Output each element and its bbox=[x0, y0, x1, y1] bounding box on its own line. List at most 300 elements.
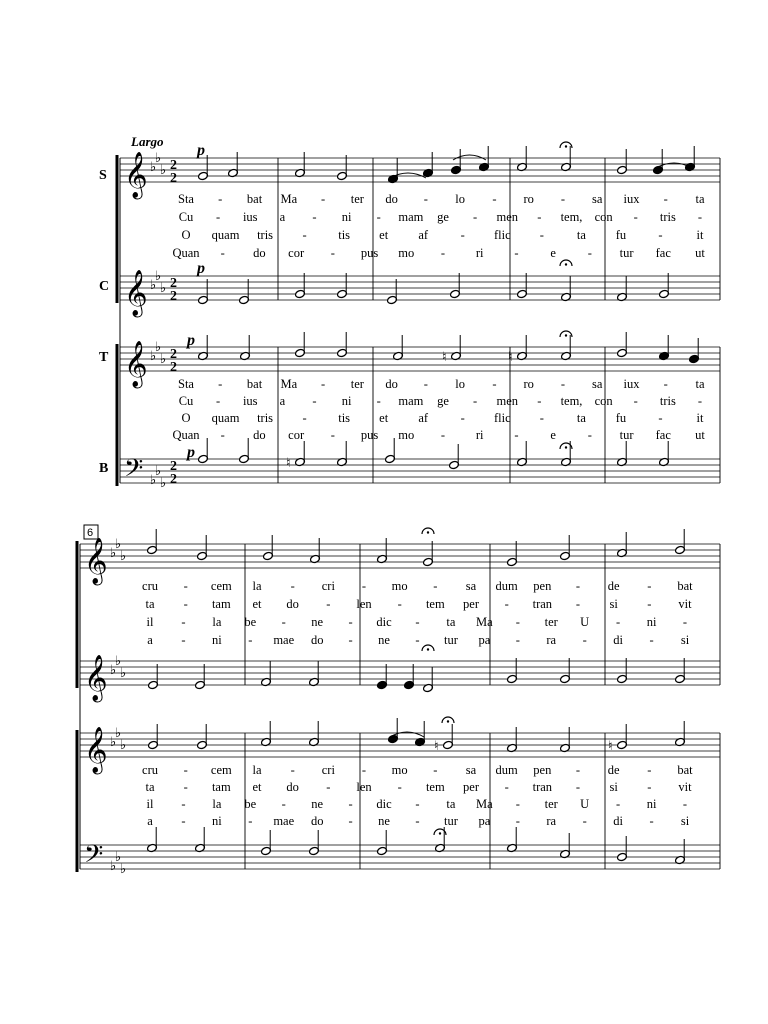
lyric-syllable: bat bbox=[677, 579, 693, 593]
lyric-syllable: pus bbox=[360, 428, 379, 442]
dynamic-tenor: p bbox=[187, 332, 195, 349]
lyric-syllable: fac bbox=[655, 246, 671, 260]
flat-sign: ♭ bbox=[110, 546, 117, 561]
lyric-syllable: - bbox=[504, 780, 509, 794]
lyric-syllable: - bbox=[697, 394, 703, 408]
lyric-syllable: - bbox=[582, 814, 587, 828]
lyric-syllable: la bbox=[252, 763, 262, 777]
lyric-syllable: - bbox=[320, 377, 326, 391]
lyric-syllable: cru bbox=[142, 579, 158, 593]
lyric-syllable: il bbox=[146, 615, 154, 629]
lyric-syllable: mam bbox=[398, 394, 424, 408]
lyric-syllable: - bbox=[376, 210, 381, 224]
lyric-syllable: ta bbox=[695, 192, 705, 206]
lyric-syllable: men bbox=[496, 394, 519, 408]
treble-clef-icon: 𝄞 bbox=[124, 152, 148, 198]
lyric-syllable: tur bbox=[443, 814, 458, 828]
lyric-syllable: ni bbox=[646, 797, 657, 811]
lyric-syllable: - bbox=[616, 615, 621, 629]
lyric-syllable: ro bbox=[523, 377, 534, 391]
lyric-syllable: de bbox=[607, 763, 620, 777]
treble-clef-icon: 𝄞 bbox=[84, 655, 108, 701]
lyric-syllable: si bbox=[680, 633, 690, 647]
lyric-syllable: bat bbox=[246, 192, 263, 206]
treble-clef-8-icon: 𝄞 bbox=[84, 727, 108, 773]
lyric-syllable: do bbox=[385, 192, 398, 206]
lyric-syllable: - bbox=[633, 394, 638, 408]
lyric-syllable: la bbox=[252, 579, 262, 593]
lyric-syllable: - bbox=[616, 797, 621, 811]
fermata-dot bbox=[565, 446, 567, 448]
lyric-syllable: - bbox=[473, 210, 478, 224]
lyric-syllable: Ma bbox=[280, 377, 298, 391]
lyric-syllable: ut bbox=[695, 428, 705, 442]
lyric-syllable: - bbox=[216, 394, 221, 408]
lyric-syllable: ni bbox=[212, 814, 222, 828]
flat-sign: ♭ bbox=[155, 151, 162, 166]
lyric-syllable: ta bbox=[576, 411, 586, 425]
flat-sign: ♭ bbox=[150, 160, 157, 175]
fermata-dot bbox=[427, 648, 429, 650]
lyric-syllable: - bbox=[218, 192, 223, 206]
lyric-syllable: af bbox=[418, 411, 429, 425]
lyric-syllable: do bbox=[286, 780, 299, 794]
lyric-syllable: dic bbox=[376, 615, 392, 629]
lyric-syllable: - bbox=[658, 228, 663, 242]
lyric-syllable: ni bbox=[646, 615, 657, 629]
lyric-syllable: ter bbox=[544, 615, 558, 629]
lyric-syllable: - bbox=[397, 597, 402, 611]
lyric-syllable: - bbox=[330, 428, 335, 442]
lyric-syllable: tem, bbox=[560, 394, 583, 408]
notation-layer bbox=[77, 142, 720, 877]
lyric-syllable: - bbox=[539, 228, 544, 242]
lyric-syllable: - bbox=[647, 579, 652, 593]
lyric-syllable: - bbox=[440, 246, 446, 260]
bass-clef-icon: 𝄢 bbox=[84, 840, 104, 875]
lyric-syllable: et bbox=[252, 597, 262, 611]
lyric-syllable: per bbox=[463, 597, 479, 611]
natural-sign: ♮ bbox=[608, 739, 613, 754]
lyric-syllable: - bbox=[348, 633, 353, 647]
lyric-syllable: - bbox=[663, 377, 668, 391]
lyric-syllable: ri bbox=[475, 428, 484, 442]
lyric-syllable: - bbox=[460, 411, 465, 425]
lyric-syllable: - bbox=[348, 814, 353, 828]
fermata-dot bbox=[439, 832, 441, 834]
lyric-syllable: - bbox=[415, 633, 420, 647]
lyric-syllable: - bbox=[658, 411, 663, 425]
lyric-syllable: - bbox=[515, 615, 520, 629]
lyric-syllable: pus bbox=[360, 246, 379, 260]
lyric-syllable: ni bbox=[212, 633, 222, 647]
lyric-syllable: sa bbox=[465, 579, 477, 593]
dynamic-contralto: p bbox=[197, 260, 205, 277]
lyric-syllable: - bbox=[423, 377, 428, 391]
lyric-syllable: Ma bbox=[280, 192, 298, 206]
slur bbox=[453, 155, 486, 160]
lyric-syllable: tris bbox=[257, 228, 274, 242]
lyric-syllable: - bbox=[415, 797, 420, 811]
lyric-syllable: - bbox=[183, 597, 188, 611]
lyric-syllable: - bbox=[220, 246, 225, 260]
lyric-syllable: la bbox=[212, 797, 222, 811]
time-sig-contralto-top: 2 bbox=[170, 276, 177, 291]
natural-sign: ♮ bbox=[286, 456, 291, 471]
lyric-syllable: - bbox=[473, 394, 478, 408]
flat-sign: ♭ bbox=[160, 352, 167, 367]
lyric-syllable: ta bbox=[446, 615, 456, 629]
lyric-syllable: tam bbox=[211, 780, 231, 794]
lyric-syllable: il bbox=[146, 797, 154, 811]
lyric-syllable: ter bbox=[350, 192, 364, 206]
lyric-syllable: - bbox=[326, 597, 331, 611]
lyric-syllable: - bbox=[504, 597, 509, 611]
lyric-syllable: - bbox=[682, 615, 688, 629]
lyric-syllable: sa bbox=[591, 192, 603, 206]
lyric-syllable: - bbox=[348, 797, 353, 811]
lyric-syllable: cem bbox=[210, 763, 232, 777]
lyric-syllable: - bbox=[302, 411, 307, 425]
lyric-syllable: et bbox=[379, 411, 389, 425]
lyric-syllable: U bbox=[580, 797, 590, 811]
bass-clef-icon: 𝄢 bbox=[124, 454, 144, 489]
lyric-syllable: si bbox=[680, 814, 690, 828]
lyric-syllable: tem bbox=[425, 780, 445, 794]
flat-sign: ♭ bbox=[115, 654, 122, 669]
fermata-dot bbox=[447, 720, 449, 722]
lyric-syllable: ta bbox=[576, 228, 586, 242]
lyric-syllable: e bbox=[550, 246, 556, 260]
lyric-syllable: a bbox=[279, 394, 286, 408]
lyric-syllable: sa bbox=[591, 377, 603, 391]
lyric-syllable: len bbox=[356, 597, 372, 611]
lyric-syllable: mam bbox=[398, 210, 424, 224]
lyric-syllable: - bbox=[492, 192, 497, 206]
lyric-syllable: - bbox=[348, 615, 353, 629]
lyric-syllable: - bbox=[515, 633, 520, 647]
lyric-syllable: ut bbox=[695, 246, 705, 260]
time-sig-tenor-top: 2 bbox=[170, 347, 177, 362]
lyric-syllable: vit bbox=[678, 597, 692, 611]
lyric-syllable: tem, bbox=[560, 210, 583, 224]
flat-sign: ♭ bbox=[155, 464, 162, 479]
lyric-syllable: con bbox=[594, 394, 613, 408]
flat-sign: ♭ bbox=[160, 476, 167, 491]
lyric-syllable: it bbox=[696, 411, 704, 425]
lyric-syllable: ro bbox=[523, 192, 534, 206]
lyric-syllable: - bbox=[220, 428, 225, 442]
flat-sign: ♭ bbox=[150, 473, 157, 488]
flat-sign: ♭ bbox=[110, 735, 117, 750]
lyric-syllable: Cu bbox=[178, 394, 194, 408]
lyric-syllable: - bbox=[290, 763, 295, 777]
time-sig-bass-top: 2 bbox=[170, 459, 177, 474]
lyric-syllable: sa bbox=[465, 763, 477, 777]
lyric-syllable: - bbox=[216, 210, 221, 224]
lyric-syllable: - bbox=[575, 780, 581, 794]
lyric-syllable: tris bbox=[659, 210, 676, 224]
lyric-syllable: per bbox=[463, 780, 479, 794]
lyric-syllable: Ma bbox=[476, 797, 493, 811]
lyric-syllable: - bbox=[281, 797, 286, 811]
lyric-syllable: - bbox=[361, 763, 367, 777]
lyric-syllable: mo bbox=[391, 579, 408, 593]
lyric-syllable: ne bbox=[311, 797, 324, 811]
lyric-syllable: - bbox=[514, 246, 519, 260]
lyric-syllable: - bbox=[397, 780, 402, 794]
lyric-syllable: do bbox=[385, 377, 398, 391]
flat-sign: ♭ bbox=[160, 281, 167, 296]
lyric-syllable: ri bbox=[475, 246, 484, 260]
lyric-syllable: - bbox=[312, 394, 317, 408]
lyric-syllable: pa bbox=[478, 814, 491, 828]
lyric-syllable: fu bbox=[615, 411, 627, 425]
lyric-syllable: tris bbox=[257, 411, 274, 425]
lyric-syllable: af bbox=[418, 228, 429, 242]
lyric-syllable: - bbox=[320, 192, 326, 206]
lyric-syllable: O bbox=[181, 411, 191, 425]
lyric-syllable: - bbox=[218, 377, 223, 391]
lyric-syllable: - bbox=[575, 763, 581, 777]
lyric-syllable: tam bbox=[211, 597, 231, 611]
lyric-syllable: - bbox=[647, 597, 652, 611]
lyric-syllable: - bbox=[560, 192, 566, 206]
lyric-syllable: - bbox=[361, 579, 367, 593]
lyric-syllable: fac bbox=[655, 428, 671, 442]
lyric-syllable: - bbox=[183, 763, 188, 777]
lyric-syllable: do bbox=[253, 428, 266, 442]
lyric-syllable: len bbox=[356, 780, 372, 794]
lyric-syllable: dic bbox=[376, 797, 392, 811]
flat-sign: ♭ bbox=[160, 163, 167, 178]
lyric-syllable: - bbox=[515, 797, 520, 811]
lyric-syllable: - bbox=[647, 780, 652, 794]
lyric-syllable: - bbox=[281, 615, 286, 629]
lyric-syllable: - bbox=[663, 192, 668, 206]
natural-sign: ♮ bbox=[434, 739, 439, 754]
lyric-syllable: - bbox=[633, 210, 638, 224]
lyric-syllable: ta bbox=[695, 377, 705, 391]
part-label-tenor: T bbox=[99, 350, 109, 365]
time-sig-bass-bottom: 2 bbox=[170, 472, 177, 487]
lyric-syllable: dum bbox=[495, 579, 518, 593]
lyric-syllable: do bbox=[310, 633, 324, 647]
lyric-syllable: - bbox=[248, 814, 253, 828]
lyric-syllable: cri bbox=[321, 763, 335, 777]
lyric-syllable: vit bbox=[678, 780, 692, 794]
lyric-syllable: ius bbox=[242, 210, 258, 224]
lyric-syllable: - bbox=[415, 814, 420, 828]
lyric-syllable: do bbox=[310, 814, 324, 828]
lyric-syllable: e bbox=[550, 428, 556, 442]
lyric-syllable: la bbox=[212, 615, 222, 629]
lyric-syllable: de bbox=[607, 579, 620, 593]
lyric-syllable: ge bbox=[437, 394, 449, 408]
lyric-syllable: - bbox=[248, 633, 253, 647]
lyric-syllable: a bbox=[147, 814, 153, 828]
lyric-syllable: tran bbox=[532, 597, 553, 611]
lyric-syllable: si bbox=[609, 597, 618, 611]
lyric-syllable: ni bbox=[341, 394, 352, 408]
lyric-syllable: - bbox=[587, 246, 592, 260]
lyric-syllable: - bbox=[575, 579, 581, 593]
flat-sign: ♭ bbox=[155, 340, 162, 355]
lyric-syllable: - bbox=[326, 780, 331, 794]
lyric-syllable: - bbox=[433, 763, 438, 777]
part-label-soprano: S bbox=[99, 168, 107, 183]
lyric-syllable: - bbox=[330, 246, 335, 260]
lyric-syllable: mae bbox=[273, 814, 295, 828]
lyric-syllable: - bbox=[183, 579, 188, 593]
lyric-syllable: pen bbox=[533, 579, 552, 593]
lyric-syllable: ius bbox=[242, 394, 258, 408]
lyric-syllable: et bbox=[252, 780, 262, 794]
part-label-bass: B bbox=[99, 461, 109, 476]
measure-number: 6 bbox=[87, 527, 94, 539]
flat-sign: ♭ bbox=[115, 726, 122, 741]
lyric-syllable: ne bbox=[311, 615, 324, 629]
flat-sign: ♭ bbox=[110, 859, 117, 874]
lyric-syllable: Ma bbox=[476, 615, 493, 629]
lyric-syllable: iux bbox=[623, 192, 640, 206]
treble-clef-icon: 𝄞 bbox=[84, 538, 108, 584]
lyric-syllable: - bbox=[433, 579, 438, 593]
lyric-syllable: con bbox=[594, 210, 613, 224]
lyric-syllable: Quan bbox=[172, 428, 200, 442]
lyric-syllable: di bbox=[613, 814, 623, 828]
lyric-syllable: - bbox=[587, 428, 592, 442]
lyric-syllable: tis bbox=[338, 228, 351, 242]
lyric-syllable: tem bbox=[425, 597, 445, 611]
lyric-syllable: cor bbox=[288, 246, 305, 260]
fermata-dot bbox=[427, 531, 429, 533]
flat-sign: ♭ bbox=[155, 269, 162, 284]
lyric-syllable: flic bbox=[493, 228, 511, 242]
lyric-syllable: ter bbox=[350, 377, 364, 391]
lyric-syllable: Sta bbox=[178, 377, 194, 391]
lyric-syllable: be bbox=[244, 615, 257, 629]
lyric-syllable: - bbox=[649, 814, 654, 828]
lyric-syllable: - bbox=[415, 615, 420, 629]
lyric-syllable: - bbox=[312, 210, 317, 224]
lyric-syllable: men bbox=[496, 210, 519, 224]
lyric-syllable: ra bbox=[546, 633, 557, 647]
lyric-syllable: mo bbox=[398, 246, 415, 260]
flat-sign: ♭ bbox=[110, 663, 117, 678]
dynamic-bass: p bbox=[187, 444, 195, 461]
lyric-syllable: - bbox=[181, 615, 186, 629]
lyric-syllable: - bbox=[440, 428, 446, 442]
tempo-marking: Largo bbox=[131, 134, 164, 149]
lyric-syllable: - bbox=[537, 394, 542, 408]
lyric-syllable: O bbox=[181, 228, 191, 242]
lyric-syllable: be bbox=[244, 797, 257, 811]
lyric-syllable: mo bbox=[391, 763, 408, 777]
lyric-syllable: lo bbox=[455, 192, 466, 206]
lyric-syllable: - bbox=[649, 633, 654, 647]
lyric-syllable: a bbox=[279, 210, 286, 224]
lyric-syllable: it bbox=[696, 228, 704, 242]
lyric-syllable: tis bbox=[338, 411, 351, 425]
lyric-syllable: mae bbox=[273, 633, 295, 647]
lyric-syllable: tur bbox=[619, 428, 634, 442]
lyric-syllable: cor bbox=[288, 428, 305, 442]
lyric-syllable: et bbox=[379, 228, 389, 242]
lyric-syllable: - bbox=[537, 210, 542, 224]
lyric-syllable: - bbox=[647, 763, 652, 777]
lyric-syllable: - bbox=[183, 780, 188, 794]
flat-sign: ♭ bbox=[150, 278, 157, 293]
lyric-syllable: - bbox=[302, 228, 307, 242]
lyric-syllable: tris bbox=[659, 394, 676, 408]
lyric-syllable: U bbox=[580, 615, 590, 629]
lyric-syllable: mo bbox=[398, 428, 415, 442]
lyric-syllable: cem bbox=[210, 579, 232, 593]
lyric-syllable: - bbox=[575, 597, 581, 611]
lyric-syllable: - bbox=[697, 210, 703, 224]
fermata-dot bbox=[565, 145, 567, 147]
lyric-syllable: pa bbox=[478, 633, 491, 647]
lyric-syllable: ta bbox=[446, 797, 456, 811]
time-sig-tenor-bottom: 2 bbox=[170, 360, 177, 375]
lyric-syllable: dum bbox=[495, 763, 518, 777]
lyric-syllable: cri bbox=[321, 579, 335, 593]
lyric-syllable: - bbox=[539, 411, 544, 425]
lyric-syllable: quam bbox=[211, 411, 240, 425]
treble-clef-8-icon: 𝄞 bbox=[124, 341, 148, 387]
lyric-syllable: - bbox=[514, 428, 519, 442]
lyric-syllable: ne bbox=[378, 633, 390, 647]
lyric-syllable: si bbox=[609, 780, 618, 794]
lyric-syllable: bat bbox=[677, 763, 693, 777]
part-label-contralto: C bbox=[99, 279, 110, 294]
fermata-dot bbox=[565, 334, 567, 336]
lyric-syllable: ter bbox=[544, 797, 558, 811]
lyric-syllable: Cu bbox=[178, 210, 194, 224]
lyric-syllable: ta bbox=[145, 597, 155, 611]
lyric-syllable: - bbox=[682, 797, 688, 811]
lyric-syllable: - bbox=[181, 797, 186, 811]
dynamic-soprano: p bbox=[197, 142, 205, 159]
lyric-syllable: tur bbox=[443, 633, 458, 647]
lyric-syllable: di bbox=[613, 633, 623, 647]
flat-sign: ♭ bbox=[115, 850, 122, 865]
flat-sign: ♭ bbox=[120, 738, 127, 753]
flat-sign: ♭ bbox=[120, 666, 127, 681]
time-sig-soprano-bottom: 2 bbox=[170, 171, 177, 186]
lyric-syllable: Quan bbox=[172, 246, 200, 260]
lyric-syllable: ta bbox=[145, 780, 155, 794]
lyric-syllable: ne bbox=[378, 814, 390, 828]
lyric-syllable: - bbox=[492, 377, 497, 391]
lyric-syllable: pen bbox=[533, 763, 552, 777]
lyric-syllable: - bbox=[460, 228, 465, 242]
flat-sign: ♭ bbox=[150, 349, 157, 364]
natural-sign: ♮ bbox=[508, 350, 513, 365]
lyric-syllable: iux bbox=[623, 377, 640, 391]
flat-sign: ♭ bbox=[120, 862, 127, 877]
time-sig-contralto-bottom: 2 bbox=[170, 289, 177, 304]
lyric-syllable: tur bbox=[619, 246, 634, 260]
flat-sign: ♭ bbox=[120, 549, 127, 564]
lyric-syllable: do bbox=[253, 246, 266, 260]
lyric-syllable: bat bbox=[246, 377, 263, 391]
lyric-syllable: flic bbox=[493, 411, 511, 425]
lyric-syllable: - bbox=[290, 579, 295, 593]
lyric-syllable: tran bbox=[532, 780, 553, 794]
lyric-syllable: - bbox=[423, 192, 428, 206]
